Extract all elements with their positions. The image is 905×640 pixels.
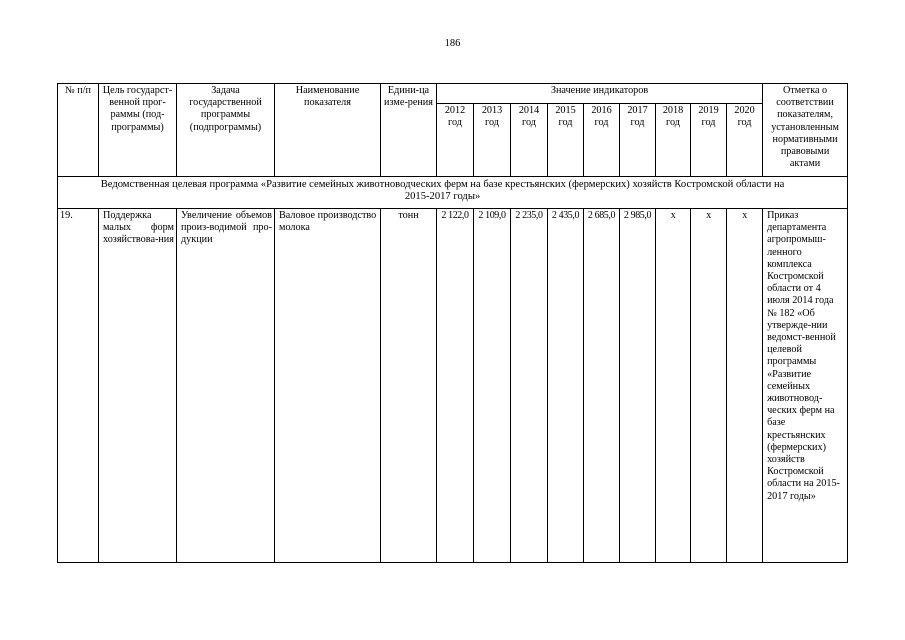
indicators-table [57,83,848,563]
year-2019: 2019 год [691,104,727,177]
value-2015: 2 435,0 [548,209,584,563]
year-2018: 2018 год [656,104,691,177]
value-2020: x [727,209,763,563]
row-unit: тонн [381,209,437,563]
year-2015: 2015 год [548,104,584,177]
value-2016: 2 685,0 [584,209,620,563]
value-2017: 2 985,0 [620,209,656,563]
value-2014: 2 235,0 [511,209,548,563]
year-2014: 2014 год [511,104,548,177]
header-num: № п/п [58,84,99,177]
header-row [58,84,848,104]
year-2017: 2017 год [620,104,656,177]
year-2016: 2016 год [584,104,620,177]
section-row [58,177,848,209]
year-2012: 2012 год [437,104,474,177]
header-note: Отметка о соответствии показателям, установленным нормативными правовыми актами [763,84,848,177]
header-indicator: Наименование показателя [275,84,381,177]
value-2019: x [691,209,727,563]
year-2013: 2013 год [474,104,511,177]
value-2018: x [656,209,691,563]
header-goal: Цель государст-венной прог-раммы (под-программы) [99,84,177,177]
header-values-group: Значение индикаторов [437,84,763,104]
row-num: 19. [58,209,99,563]
table-row [58,209,848,563]
row-indicator: Валовое производство молока [275,209,381,563]
row-goal: Поддержка малых форм хозяйствова-ния [99,209,177,563]
value-2013: 2 109,0 [474,209,511,563]
page-number: 186 [444,38,461,49]
value-2012: 2 122,0 [437,209,474,563]
header-unit: Едини-ца изме-рения [381,84,437,177]
section-title: Ведомственная целевая программа «Развитие семейных животноводческих ферм на базе крестьянских (фермерских) хозяйств Костромской области на 2015-2017 годы» [58,177,848,209]
row-note: Приказ департамента агропромыш-ленного комплекса Костромской области от 4 июля 2014 года № 182 «Об утвержде-нии ведомст-венной целевой программы «Развитие семейных животновод-ческих ферм на базе крестьянских (фермерских) хозяйств Костромской области на 2015-2017 годы» [763,209,848,563]
header-task: Задача государственной программы (подпрограммы) [177,84,275,177]
row-task: Увеличение объемов произ-водимой про-дукции [177,209,275,563]
year-2020: 2020 год [727,104,763,177]
